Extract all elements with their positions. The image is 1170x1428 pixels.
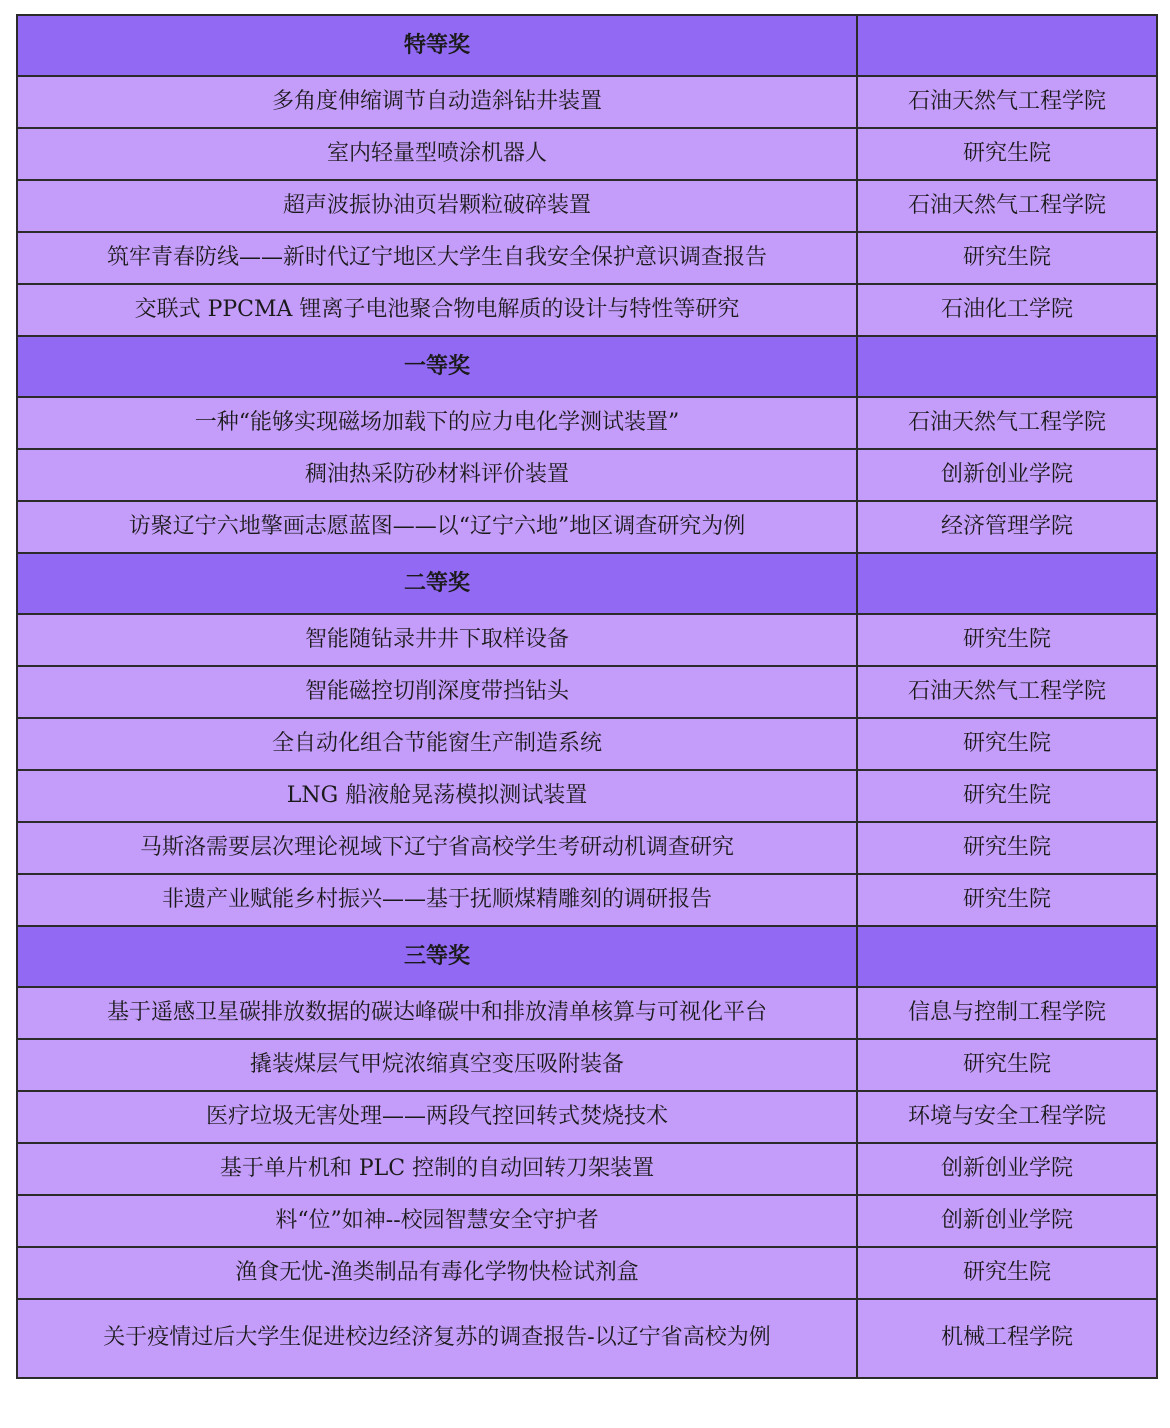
table-row xyxy=(17,128,1157,180)
college-name-cell: 创新创业学院 xyxy=(857,449,1157,501)
table-row xyxy=(17,718,1157,770)
college-name-cell: 研究生院 xyxy=(857,822,1157,874)
table-row xyxy=(17,1091,1157,1143)
award-level-title: 二等奖 xyxy=(17,553,857,614)
award-section-empty-cell xyxy=(857,553,1157,614)
project-name-cell: 室内轻量型喷涂机器人 xyxy=(17,128,857,180)
project-name-cell: 访聚辽宁六地擎画志愿蓝图——以“辽宁六地”地区调查研究为例 xyxy=(17,501,857,553)
award-section-header xyxy=(17,15,1157,76)
table-row xyxy=(17,666,1157,718)
award-section-header xyxy=(17,553,1157,614)
award-section-empty-cell xyxy=(857,336,1157,397)
table-row xyxy=(17,987,1157,1039)
project-name-cell: 渔食无忧-渔类制品有毒化学物快检试剂盒 xyxy=(17,1247,857,1299)
table-row xyxy=(17,180,1157,232)
project-name-cell: 筑牢青春防线——新时代辽宁地区大学生自我安全保护意识调查报告 xyxy=(17,232,857,284)
table-row xyxy=(17,397,1157,449)
college-name-cell: 研究生院 xyxy=(857,718,1157,770)
project-name-cell: 一种“能够实现磁场加载下的应力电化学测试装置” xyxy=(17,397,857,449)
college-name-cell: 研究生院 xyxy=(857,770,1157,822)
table-row xyxy=(17,1039,1157,1091)
project-name-cell: LNG 船液舱晃荡模拟测试装置 xyxy=(17,770,857,822)
college-name-cell: 机械工程学院 xyxy=(857,1299,1157,1378)
college-name-cell: 石油天然气工程学院 xyxy=(857,666,1157,718)
project-name-cell: 马斯洛需要层次理论视域下辽宁省高校学生考研动机调查研究 xyxy=(17,822,857,874)
project-name-cell: 料“位”如神--校园智慧安全守护者 xyxy=(17,1195,857,1247)
college-name-cell: 研究生院 xyxy=(857,1039,1157,1091)
table-row xyxy=(17,1299,1157,1378)
college-name-cell: 石油天然气工程学院 xyxy=(857,76,1157,128)
college-name-cell: 创新创业学院 xyxy=(857,1195,1157,1247)
college-name-cell: 创新创业学院 xyxy=(857,1143,1157,1195)
project-name-cell: 撬装煤层气甲烷浓缩真空变压吸附装备 xyxy=(17,1039,857,1091)
college-name-cell: 研究生院 xyxy=(857,874,1157,926)
award-table xyxy=(16,14,1158,1379)
award-level-title: 三等奖 xyxy=(17,926,857,987)
table-row xyxy=(17,614,1157,666)
college-name-cell: 研究生院 xyxy=(857,232,1157,284)
college-name-cell: 环境与安全工程学院 xyxy=(857,1091,1157,1143)
award-level-title: 一等奖 xyxy=(17,336,857,397)
project-name-cell: 超声波振协油页岩颗粒破碎装置 xyxy=(17,180,857,232)
award-section-empty-cell xyxy=(857,926,1157,987)
college-name-cell: 信息与控制工程学院 xyxy=(857,987,1157,1039)
table-row xyxy=(17,1143,1157,1195)
project-name-cell: 交联式 PPCMA 锂离子电池聚合物电解质的设计与特性等研究 xyxy=(17,284,857,336)
college-name-cell: 石油化工学院 xyxy=(857,284,1157,336)
table-row xyxy=(17,874,1157,926)
table-row xyxy=(17,822,1157,874)
table-row xyxy=(17,1195,1157,1247)
college-name-cell: 研究生院 xyxy=(857,614,1157,666)
project-name-cell: 智能随钻录井井下取样设备 xyxy=(17,614,857,666)
table-row xyxy=(17,449,1157,501)
table-row xyxy=(17,501,1157,553)
award-section-header xyxy=(17,926,1157,987)
college-name-cell: 石油天然气工程学院 xyxy=(857,397,1157,449)
award-level-title: 特等奖 xyxy=(17,15,857,76)
project-name-cell: 基于单片机和 PLC 控制的自动回转刀架装置 xyxy=(17,1143,857,1195)
award-section-empty-cell xyxy=(857,15,1157,76)
college-name-cell: 石油天然气工程学院 xyxy=(857,180,1157,232)
award-section-header xyxy=(17,336,1157,397)
project-name-cell: 多角度伸缩调节自动造斜钻井装置 xyxy=(17,76,857,128)
college-name-cell: 研究生院 xyxy=(857,1247,1157,1299)
table-row xyxy=(17,770,1157,822)
table-row xyxy=(17,232,1157,284)
project-name-cell: 全自动化组合节能窗生产制造系统 xyxy=(17,718,857,770)
table-row xyxy=(17,284,1157,336)
college-name-cell: 经济管理学院 xyxy=(857,501,1157,553)
project-name-cell: 稠油热采防砂材料评价装置 xyxy=(17,449,857,501)
award-table-body xyxy=(17,15,1157,1378)
table-row xyxy=(17,76,1157,128)
project-name-cell: 智能磁控切削深度带挡钻头 xyxy=(17,666,857,718)
college-name-cell: 研究生院 xyxy=(857,128,1157,180)
table-row xyxy=(17,1247,1157,1299)
project-name-cell: 关于疫情过后大学生促进校边经济复苏的调查报告-以辽宁省高校为例 xyxy=(17,1299,857,1378)
project-name-cell: 基于遥感卫星碳排放数据的碳达峰碳中和排放清单核算与可视化平台 xyxy=(17,987,857,1039)
project-name-cell: 医疗垃圾无害处理——两段气控回转式焚烧技术 xyxy=(17,1091,857,1143)
project-name-cell: 非遗产业赋能乡村振兴——基于抚顺煤精雕刻的调研报告 xyxy=(17,874,857,926)
